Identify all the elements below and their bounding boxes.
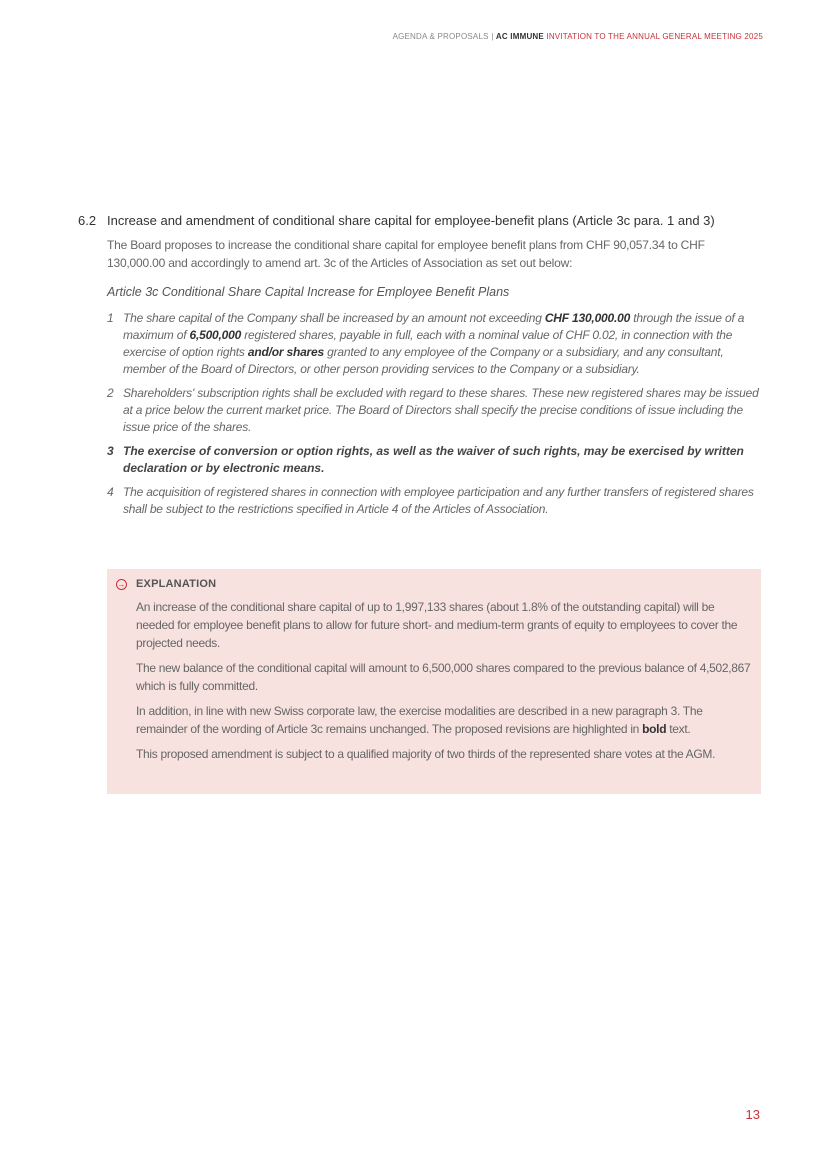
- header-title: INVITATION TO THE ANNUAL GENERAL MEETING 2025: [546, 32, 763, 41]
- explanation-title: EXPLANATION: [136, 578, 217, 590]
- article-paragraph-1: [107, 310, 763, 378]
- agenda-item-6-2: [78, 213, 763, 525]
- header-separator: |: [491, 32, 494, 41]
- article-paragraph-2: [107, 385, 763, 436]
- bold-amount: CHF 130,000.00: [544, 311, 631, 325]
- page-header: [393, 32, 763, 41]
- article-paragraph-text: The acquisition of registered shares in connection with employee participation and any further transfers of registered shares shall be subject to the restrictions specified in Article 4 of the Articles of Association.: [123, 485, 754, 516]
- header-section: AGENDA & PROPOSALS: [392, 32, 489, 41]
- explanation-paragraph: The new balance of the conditional capital will amount to 6,500,000 shares compared to the previous balance of 4,502,867 which is fully committed.: [136, 661, 751, 693]
- article-paragraph-4: [107, 484, 763, 518]
- article-list: [107, 310, 763, 518]
- explanation-paragraph: An increase of the conditional share capital of up to 1,997,133 shares (about 1.8% of the outstanding capital) will be needed for employee benefit plans to allow for future short- and medium-term grants of equity to employees to cover the projected needs.: [136, 600, 738, 650]
- article-paragraph-text: Shareholders' subscription rights shall be excluded with regard to these shares. These new registered shares may be issued at a price below the current market price. The Board of Directors shall specify the precise conditions of issue including the issue price of the shares.: [123, 386, 759, 434]
- article-paragraph-number: 2: [107, 386, 114, 400]
- header-brand: AC IMMUNE: [495, 32, 544, 41]
- explanation-body: [136, 598, 751, 763]
- explanation-paragraph: This proposed amendment is subject to a qualified majority of two thirds of the represented share votes at the AGM.: [136, 747, 716, 761]
- article-paragraph-text: The share capital of the Company shall be increased by an amount not exceeding CHF 130,000.00 through the issue of a maximum of 6,500,000 registered shares, payable in full, each with a nominal value of CHF 0.02, in connection with the exercise of option rights and/or shares granted to any employee of the Company or a subsidiary, and any consultant, member of the Board of Directors, or other person providing services to the Company or a subsidiary.: [123, 311, 745, 376]
- bold-and-or-shares: and/or shares: [247, 345, 324, 359]
- article-paragraph-3: [107, 443, 763, 477]
- article-paragraph-text: The exercise of conversion or option rights, as well as the waiver of such rights, may be exercised by written declaration or by electronic means.: [123, 444, 744, 475]
- page-number: 13: [745, 1107, 760, 1122]
- bold-word: bold: [642, 722, 667, 736]
- article-paragraph-number: 1: [107, 311, 114, 325]
- article-paragraph-number: 3: [107, 444, 114, 458]
- section-heading-text: Increase and amendment of conditional share capital for employee-benefit plans (Article 3c para. 1 and 3): [107, 213, 715, 228]
- article-title: Article 3c Conditional Share Capital Increase for Employee Benefit Plans: [107, 285, 510, 299]
- explanation-panel: [107, 569, 761, 794]
- explanation-paragraph: In addition, in line with new Swiss corporate law, the exercise modalities are described in a new paragraph 3. The remainder of the wording of Article 3c remains unchanged. The proposed revisions are highlighted in bold text.: [136, 704, 703, 736]
- article-paragraph-number: 4: [107, 485, 114, 499]
- section-heading: [78, 213, 763, 229]
- section-intro: The Board proposes to increase the conditional share capital for employee benefit plans from CHF 90,057.34 to CHF 130,000.00 and accordingly to amend art. 3c of the Articles of Association as set out below:: [107, 238, 705, 270]
- arrow-right-circle-icon: →: [117, 579, 126, 589]
- section-number: 6.2: [78, 213, 97, 228]
- bold-shares: 6,500,000: [189, 328, 242, 342]
- explanation-header: [116, 578, 751, 590]
